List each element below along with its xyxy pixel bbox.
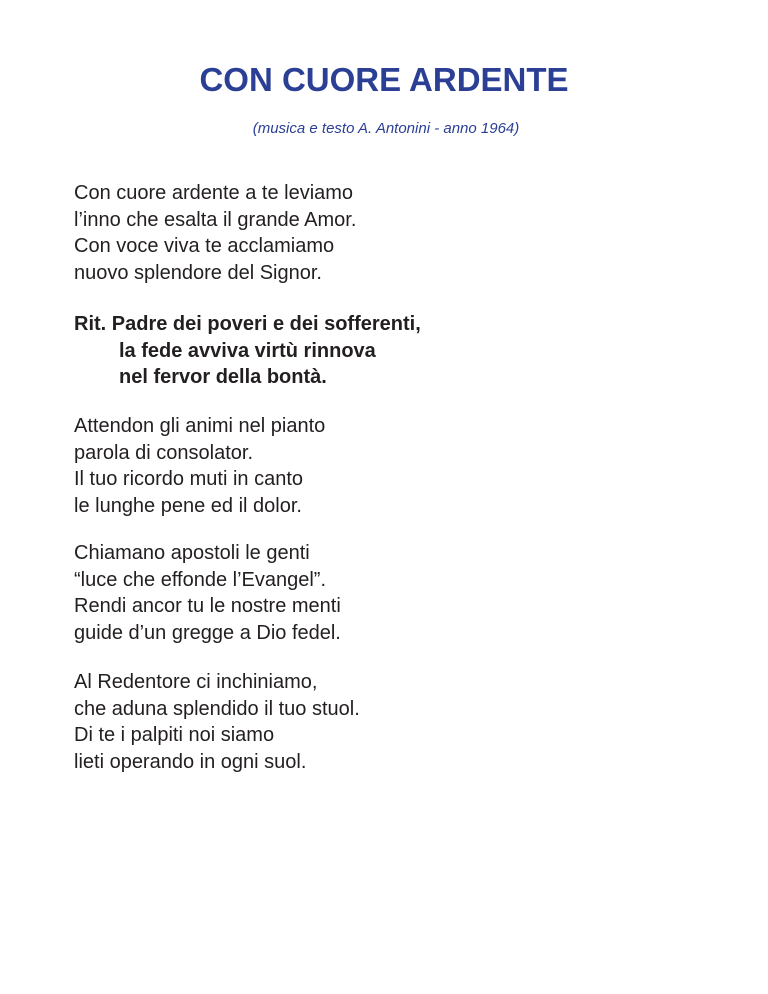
verse-line: Attendon gli animi nel pianto xyxy=(74,415,326,437)
stanza-1 xyxy=(74,180,356,286)
verse-line: lieti operando in ogni suol. xyxy=(74,750,307,773)
refrain-line: nel fervor della bontà. xyxy=(119,366,327,388)
refrain-line: Rit. Padre dei poveri e dei sofferenti, xyxy=(74,313,421,335)
verse-line: Rendi ancor tu le nostre menti xyxy=(74,595,341,617)
refrain xyxy=(74,311,421,391)
verse-line: parola di consolator. xyxy=(74,441,254,464)
verse-line: Con cuore ardente a te leviamo xyxy=(74,182,354,204)
verse-line: guide d’un gregge a Dio fedel. xyxy=(74,621,341,644)
song-credits: (musica e testo A. Antonini - anno 1964) xyxy=(252,120,520,137)
verse-line: Il tuo ricordo muti in canto xyxy=(74,468,303,490)
verse-line: nuovo splendore del Signor. xyxy=(74,261,322,284)
stanza-4 xyxy=(74,669,360,775)
verse-line: Al Redentore ci inchiniamo, xyxy=(74,671,318,693)
refrain-line: la fede avviva virtù rinnova xyxy=(119,339,376,362)
verse-line: “luce che effonde l’Evangel”. xyxy=(74,568,327,591)
verse-line: Con voce viva te acclamiamo xyxy=(74,235,335,257)
verse-line: che aduna splendido il tuo stuol. xyxy=(74,697,360,720)
stanza-3 xyxy=(74,540,341,646)
stanza-2 xyxy=(74,413,325,519)
verse-line: l’inno che esalta il grande Amor. xyxy=(74,208,357,231)
verse-line: le lunghe pene ed il dolor. xyxy=(74,494,302,517)
verse-line: Chiamano apostoli le genti xyxy=(74,542,310,564)
song-title: CON CUORE ARDENTE xyxy=(199,61,569,98)
verse-line: Di te i palpiti noi siamo xyxy=(74,724,275,746)
